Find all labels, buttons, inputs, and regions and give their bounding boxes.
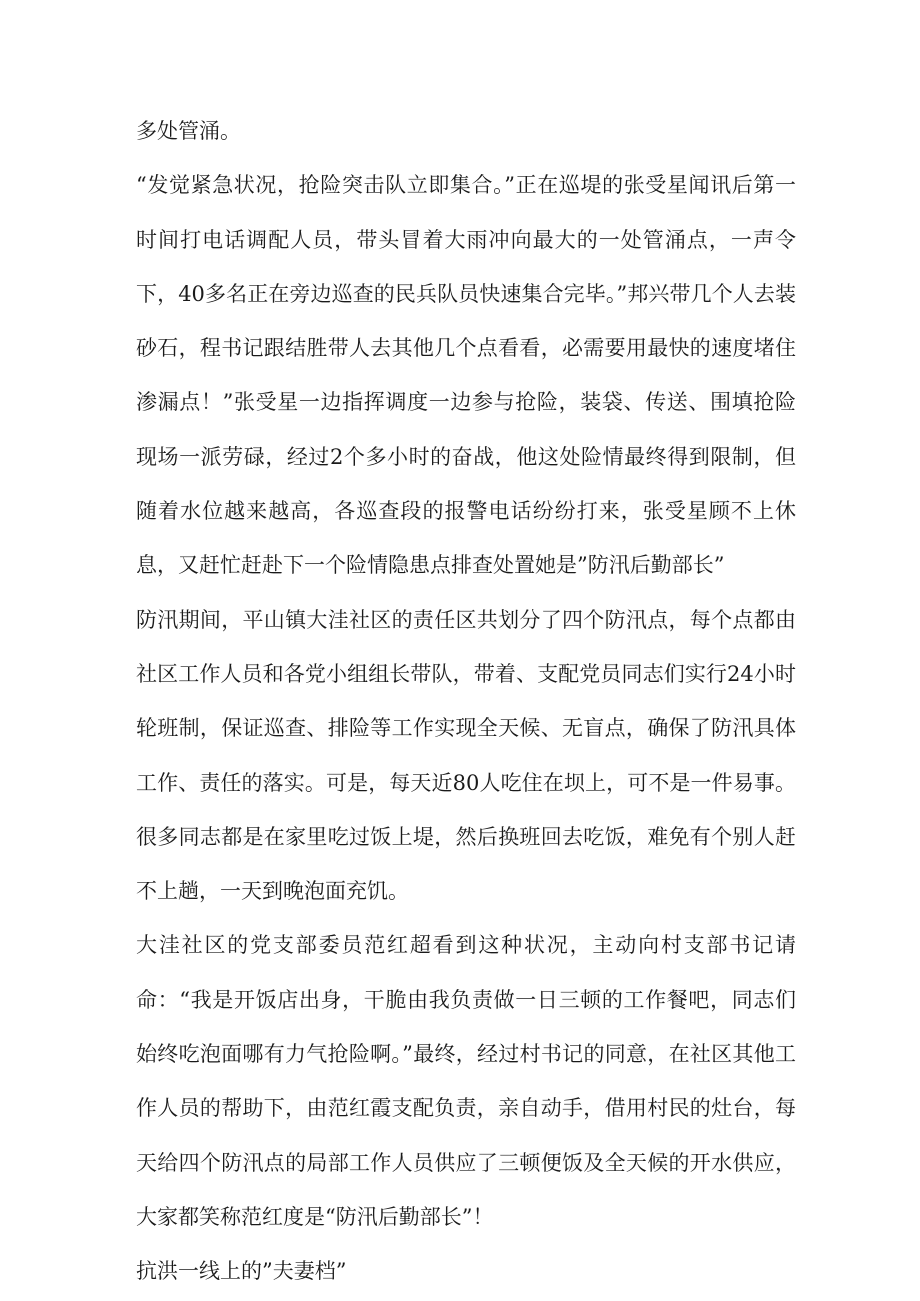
paragraph-flood-points: 防汛期间，平山镇大洼社区的责任区共划分了四个防汛点，每个点都由社区工作人员和各党小组组长带队，带着、支配党员同志们实行24小时轮班制，保证巡查、排险等工作实现全天候、无盲点，确保了防汛具体工作、责任的落实。可是，每天近80人吃住在坝上，可不是一件易事。很多同志都是在家里吃过饭上堤，然后换班回去吃饭，难免有个别人赶不上趟，一天到晚泡面充饥。 [136, 607, 796, 904]
paragraph-logistics-minister: 大洼社区的党支部委员范红超看到这种状况，主动向村支部书记请命：“我是开饭店出身，干脆由我负责做一日三顿的工作餐吧，同志们始终吃泡面哪有力气抢险啊。”最终，经过村书记的同意，在社区其他工作人员的帮助下，由范红霞支配负责，亲自动手，借用村民的灶台，每天给四个防汛点的局部工作人员供应了三顿便饭及全天候的开水供应，大家都笑称范红度是“防汛后勤部长”！ [136, 933, 796, 1229]
section-heading-couple: 抗洪一线上的”夫妻档” [136, 1259, 347, 1284]
document-body [136, 104, 796, 1299]
paragraph-continuation: 多处管涌。 [136, 119, 241, 143]
paragraph-emergency-response: “发觉紧急状况，抢险突击队立即集合。”正在巡堤的张受星闻讯后第一时间打电话调配人员，带头冒着大雨冲向最大的一处管涌点，一声令下，40多名正在旁边巡查的民兵队员快速集合完毕。”邦兴带几个人去装砂石，程书记跟结胜带人去其他几个点看看，必需要用最快的速度堵住渗漏点！”张受星一边指挥调度一边参与抢险，装袋、传送、围填抢险现场一派劳碌，经过2个多小时的奋战，他这处险情最终得到限制，但随着水位越来越高，各巡查段的报警电话纷纷打来，张受星顾不上休息，又赶忙赶赴下一个险情隐患点排查处置她是”防汛后勤部长” [136, 173, 796, 578]
